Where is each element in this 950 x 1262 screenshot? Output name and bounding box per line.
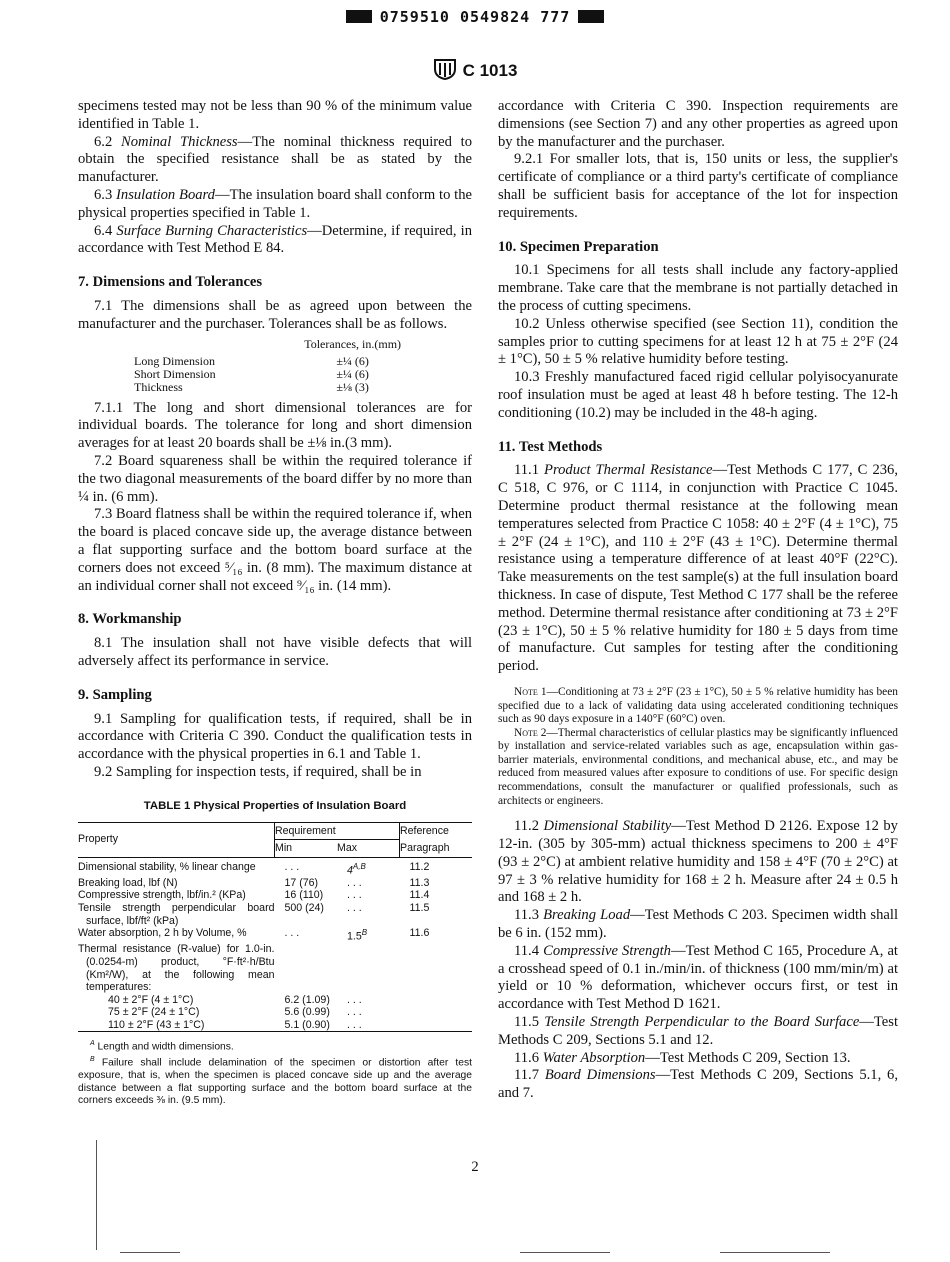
section-9-heading: 9. Sampling	[78, 686, 152, 703]
note-1: Note 1—Conditioning at 73 ± 2°F (23 ± 1°C), 50 ± 5 % relative humidity has been specified due to a lack of validating data using accelerated conditioning techniques such as 90 days exposure in a 140°F (60°C) oven.	[498, 685, 898, 726]
para-11-3: 11.3 Breaking Load—Test Methods C 203. Specimen width shall be 6 in. (152 mm).	[498, 907, 898, 942]
page-number: 2	[471, 1159, 479, 1175]
para-7-1-1: 7.1.1 The long and short dimensional tolerances are for individual boards. The tolerance for long and short dimension averages for at least 20 boards shall be ±⅛ in.(3 mm).	[78, 399, 472, 452]
table-1-caption: TABLE 1 Physical Properties of Insulation Board	[143, 799, 407, 812]
footnote-a: $^A$ Length and width dimensions.	[90, 1040, 234, 1053]
section-11-heading: 11. Test Methods	[498, 438, 603, 455]
table-row: Water absorption, 2 h by Volume, % . . . $1.5^B$ 11.6	[78, 927, 430, 943]
table-row: 110 ± 2°F (43 ± 1°C) 5.1 (0.90) . . .	[78, 1019, 472, 1032]
col-requirement: Requirement	[275, 822, 400, 840]
table-row: 40 ± 2°F (4 ± 1°C) 6.2 (1.09) . . .	[108, 993, 362, 1006]
scan-barcode-header	[0, 8, 950, 26]
section-10-heading: 10. Specimen Preparation	[498, 238, 659, 255]
note-2: Note 2—Thermal characteristics of cellular plastics may be significantly influenced by installation and service-related variables such as age, encapsulation within gas-barrier materials, environmental conditions, and mechanical abuse, etc., and may be reduced from measured values after exposure to conditions of use. For specific design recommendations, consult the manufacturer or qualified professionals, such as architects or engineers.	[498, 726, 898, 807]
para-11-6: 11.6 Water Absorption—Test Methods C 209, Section 13.	[514, 1049, 851, 1066]
scan-artifact-line	[120, 1252, 180, 1253]
tolerance-row: Short Dimension ±¼ (6)	[134, 366, 369, 381]
para-9-2-cont: accordance with Criteria C 390. Inspection requirements are dimensions (see Section 7) and any other properties as agreed upon by the manufacturer and the purchaser.	[498, 98, 898, 150]
col-min: Min	[275, 840, 338, 858]
table-1-footnotes	[78, 1038, 472, 1107]
para-8-1: 8.1 The insulation shall not have visible defects that will adversely affect its performance in service.	[78, 635, 472, 669]
para-7-2: 7.2 Board squareness shall be within the required tolerance if the two diagonal measurements of the board differ by no more than ¼ in. (6 mm).	[78, 452, 472, 505]
para-7-1: 7.1 The dimensions shall be as agreed upon between the manufacturer and the purchaser. Tolerances shall be as follows.	[78, 297, 472, 332]
scan-block-left	[346, 10, 372, 23]
para-10-3: 10.3 Freshly manufactured faced rigid cellular polyisocyanurate roof insulation must be aged at least 48 h before testing. The 12-h conditioning (10.2) may be included in the 48-h aging.	[498, 369, 898, 421]
astm-logo-icon	[433, 58, 457, 80]
table-row: Thermal resistance (R-value) for 1.0-in. (0.0254-m) product, °F·ft²·h/Btu (Km²/W), at the following mean temperatures:	[78, 943, 275, 994]
para-6-2: 6.2 Nominal Thickness—The nominal thickness required to obtain the specified resistance shall be as stated by the manufacturer.	[78, 133, 472, 186]
tolerance-header: Tolerances, in.(mm)	[304, 336, 402, 351]
left-column	[78, 98, 472, 1107]
para-7-3: 7.3 Board flatness shall be within the required tolerance if, when the board is placed concave side up, the average distance between a flat supporting surface and the bottom board surface at the corners does not exceed ⁵⁄₁₆ in. (8 mm). The maximum distance at an individual corner shall not exceed ⁹⁄₁₆ in. (14 mm).	[78, 506, 472, 594]
document-code: 0759510 0549824 777	[379, 8, 571, 26]
notes	[498, 686, 898, 808]
table-row: Compressive strength, lbf/in.² (KPa) 16 (110) . . . 11.4	[78, 889, 430, 902]
para-9-2-1: 9.2.1 For smaller lots, that is, 150 units or less, the supplier's certificate of compliance or a third party's certificate of compliance shall be sufficient basis for acceptance of the lot for inspection requirements.	[498, 151, 898, 221]
para-11-4: 11.4 Compressive Strength—Test Method C 165, Procedure A, at a crosshead speed of 0.1 in./min/in. of thickness (100 mm/min/m) at yield or 10 % deformation, whichever occurs first, or test in accordance with Test Method D 1621.	[498, 942, 898, 1013]
scan-block-right	[578, 10, 604, 23]
tolerance-row: Long Dimension ±¼ (6)	[134, 353, 369, 368]
scan-artifact-line	[720, 1252, 830, 1253]
section-7-heading: 7. Dimensions and Tolerances	[78, 274, 263, 291]
para-9-2: 9.2 Sampling for inspection tests, if required, shall be in	[94, 763, 422, 780]
page-header	[0, 58, 950, 81]
para-10-1: 10.1 Specimens for all tests shall include any factory-applied membrane. Take care that the membrane is not partially detached in the process of cutting specimens.	[498, 262, 898, 314]
tolerance-row: Thickness ±⅛ (3)	[134, 379, 369, 394]
para-6-1-cont: specimens tested may not be less than 90 % of the minimum value identified in Table 1.	[78, 98, 472, 132]
table-row: Dimensional stability, % linear change . . . $4^{A,B}$ 11.2	[78, 860, 430, 877]
right-column	[498, 98, 898, 1103]
table-row: 75 ± 2°F (24 ± 1°C) 5.6 (0.99) . . .	[108, 1006, 362, 1019]
para-11-2: 11.2 Dimensional Stability—Test Method D 2126. Expose 12 by 12-in. (305 by 305-mm) actual thickness specimens to 200 ± 4°F (93 ± 2°C) at ambient relative humidity and 158 ± 4°F (70 ± 2°C) at 97 ± 3 % relative humidity for 168 ± 2 h. Measure after 24 ± 0.5 h and 168 ± 2 h.	[498, 818, 898, 906]
para-11-5: 11.5 Tensile Strength Perpendicular to the Board Surface—Test Methods C 209, Sections 5.1 and 12.	[498, 1014, 898, 1048]
para-11-1: 11.1 Product Thermal Resistance—Test Methods C 177, C 236, C 518, C 976, or C 1114, in conjunction with Practice C 1045. Determine product thermal resistance at the following mean temperatures selected from Practice C 1058: 40 ± 2°F (4 ± 1°C), 75 ± 2°F (24 ± 1°C), and 110 ± 2°F (43 ± 1°C). Determine thermal resistance using a temperature difference of at least 40°F (22°C). Take measurements on the test sample(s) at the full insulation board thickness. In case of dispute, Test Method C 177 shall be the referee method. Determine thermal resistance after conditioning at 73 ± 2°F (23 ± 1°C), 50 ± 5 % relative humidity for 180 ± 5 days from time of manufacture. Cut samples for testing after the conditioning period.	[498, 462, 898, 675]
col-paragraph: Paragraph	[400, 840, 473, 858]
table-1	[78, 822, 472, 1033]
para-10-2: 10.2 Unless otherwise specified (see Section 11), condition the samples prior to cutting specimens for at least 12 h at 75 ± 2°F (24 ± 1°C), 50 ± 5 % relative humidity before testing.	[498, 315, 898, 368]
table-row: Tensile strength perpendicular board surface, lbf/ft² (kPa) 500 (24) . . . 11.5	[78, 902, 430, 927]
para-9-1: 9.1 Sampling for qualification tests, if required, shall be in accordance with Criteria C 390. Conduct the qualification tests in accordance with the physical properties in 6.1 and Table 1.	[78, 710, 472, 763]
para-11-7: 11.7 Board Dimensions—Test Methods C 209, Sections 5.1, 6, and 7.	[498, 1067, 899, 1102]
scan-artifact-line	[520, 1252, 610, 1253]
para-6-4: 6.4 Surface Burning Characteristics—Determine, if required, in accordance with Test Method E 84.	[78, 222, 472, 257]
footnote-b: $^B$ Failure shall include delamination of the specimen or distortion after test exposure, that is, when the specimen is placed concave side up and the average distance between a flat supporting surface and the bottom board surface at the corners exceeds ⅜ in. (9.5 mm).	[78, 1056, 472, 1106]
col-reference: Reference	[400, 822, 473, 840]
para-6-3: 6.3 Insulation Board—The insulation board shall conform to the physical properties specified in Table 1.	[78, 186, 472, 221]
section-8-heading: 8. Workmanship	[78, 611, 182, 628]
designation: C 1013	[462, 61, 518, 80]
col-property: Property	[78, 822, 275, 857]
table-row: Breaking load, lbf (N) 17 (76) . . . 11.3	[78, 876, 430, 889]
col-max: Max	[337, 840, 400, 858]
scan-artifact-line	[96, 1140, 97, 1250]
tolerance-table	[134, 338, 434, 394]
